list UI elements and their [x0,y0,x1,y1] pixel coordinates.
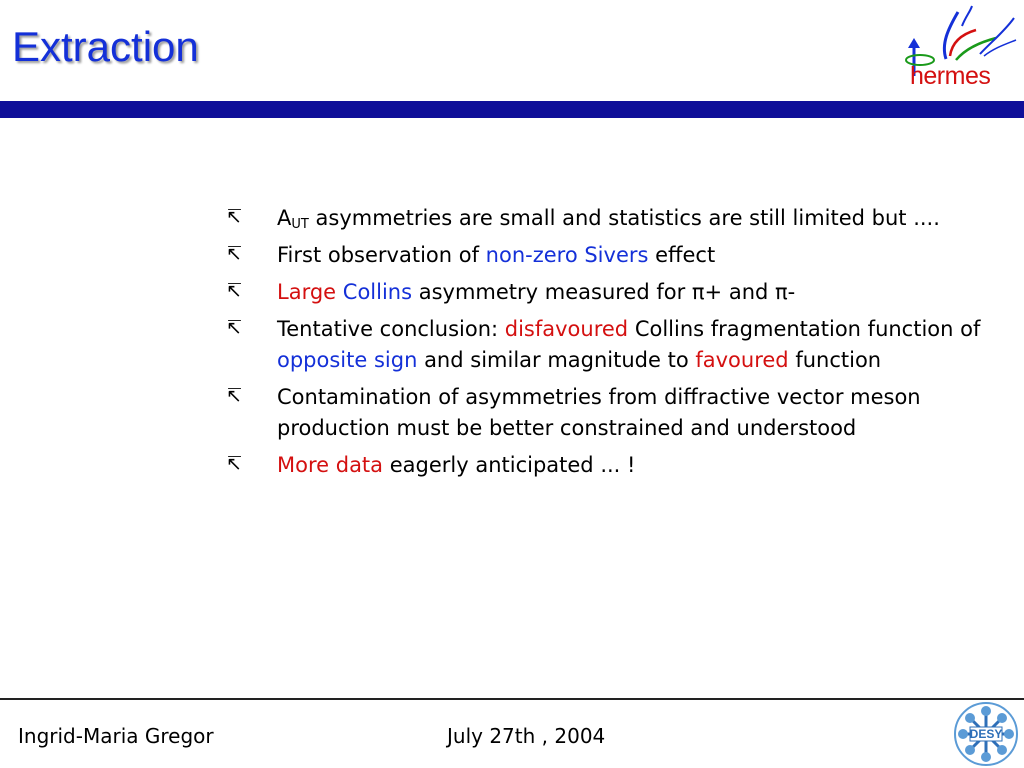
bullet-item [226,314,1016,376]
bullet-text-segment: opposite sign [277,348,418,372]
bullet-text-segment: asymmetries are small and statistics are still limited but .... [308,206,940,230]
bullet-item [226,450,1016,481]
footer-rule [0,698,1024,700]
bullet-text-segment: Collins fragmentation function of [628,317,981,341]
bullet-text-segment: non-zero Sivers [485,243,649,267]
footer-date: July 27th , 2004 [447,724,606,748]
bullet-text-segment: favoured [695,348,789,372]
bullet-arrow-icon: ↸ [226,243,242,265]
bullet-text-segment: Contamination of asymmetries from diffractive vector meson production must be better constrained and understood [277,385,921,440]
bullet-text-segment: function [788,348,882,372]
footer-author: Ingrid-Maria Gregor [18,724,214,748]
bullet-text-segment [336,280,343,304]
desy-logo-text: DESY [969,727,1003,741]
bullet-item [226,240,1016,271]
bullet-text-segment: disfavoured [504,317,629,341]
bullet-text-segment: eagerly anticipated ... ! [383,453,636,477]
bullet-text-segment: UT [291,217,309,232]
bullet-item [226,382,1016,444]
slide-title: Extraction [12,23,199,70]
bullet-text-segment: effect [648,243,716,267]
bullet-text-segment: asymmetry measured for π+ and π- [412,280,796,304]
bullet-arrow-icon: ↸ [226,385,242,407]
bullet-text-segment: More data [277,453,384,477]
hermes-logo-text: hermes [910,62,991,90]
bullet-arrow-icon: ↸ [226,280,242,302]
desy-logo [953,701,1019,767]
bullet-text-segment: Tentative conclusion: [277,317,505,341]
bullet-arrow-icon: ↸ [226,453,242,475]
bullet-item [226,203,1016,234]
bullet-item [226,277,1016,308]
bullet-text-segment: A [277,206,292,230]
bullet-text-segment: First observation of [277,243,486,267]
bullet-text-segment: Collins [342,280,413,304]
bullet-list [226,203,1016,487]
title-rule [0,101,1024,118]
bullet-arrow-icon: ↸ [226,317,242,339]
bullet-text-segment: and similar magnitude to [417,348,696,372]
bullet-arrow-icon: ↸ [226,206,242,228]
bullet-text-segment: Large [277,280,337,304]
